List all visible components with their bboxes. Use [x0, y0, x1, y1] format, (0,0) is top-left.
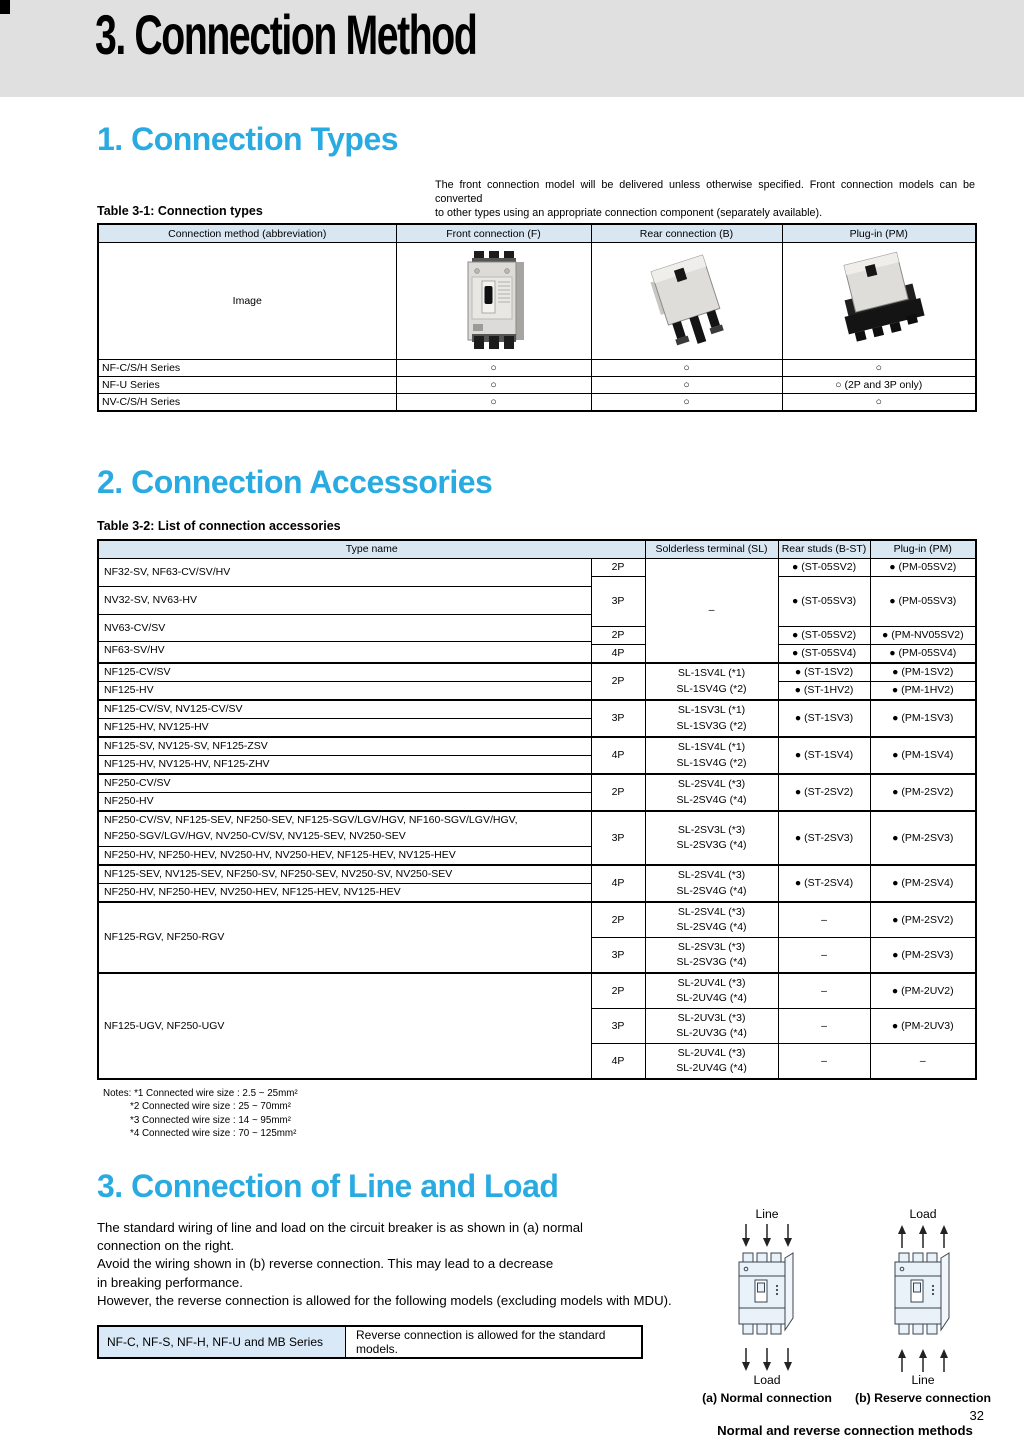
plugin-cell: ● (PM-2SV2) — [870, 774, 976, 811]
solderless-cell: SL-2SV4L (*3) SL-2SV4G (*4) — [645, 865, 778, 902]
rear-studs-cell: – — [778, 973, 870, 1009]
solderless-cell: SL-1SV4L (*1) SL-1SV4G (*2) — [645, 663, 778, 700]
plugin-cell: ● (PM-2SV2) — [870, 902, 976, 938]
rear-studs-cell: ● (ST-2SV2) — [778, 774, 870, 811]
plugin-cell: ● (PM-2SV3) — [870, 938, 976, 974]
plugin-cell: ● (PM-2UV2) — [870, 973, 976, 1009]
plugin-cell: ● (PM-05SV4) — [870, 645, 976, 664]
availability-cell: ○ — [591, 394, 782, 412]
solderless-cell: – — [645, 559, 778, 664]
diagram-row — [695, 1208, 995, 1405]
plugin-cell: ● (PM-1HV2) — [870, 682, 976, 701]
solderless-cell: SL-2UV4L (*3) SL-2UV4G (*4) — [645, 1044, 778, 1080]
availability-cell: ○ — [782, 394, 976, 412]
plugin-cell: ● (PM-1SV3) — [870, 700, 976, 737]
series-name: NF-C/S/H Series — [98, 360, 396, 377]
solderless-cell: SL-2UV4L (*3) SL-2UV4G (*4) — [645, 973, 778, 1009]
breaker-line-art — [735, 1250, 799, 1344]
table1-note — [435, 178, 975, 220]
type-cell: NF250-HV, NF250-HEV, NV250-HEV, NF125-HEV, NV125-HEV — [98, 884, 591, 903]
rear-studs-cell: – — [778, 902, 870, 938]
rear-studs-cell: ● (ST-05SV2) — [778, 627, 870, 645]
section2-heading: 2. Connection Accessories — [97, 464, 493, 501]
type-cell: NF125-SEV, NV125-SEV, NF250-SV, NF250-SEV, NV250-SV, NV250-SEV — [98, 865, 591, 884]
rear-connection-image — [591, 243, 782, 360]
col-header-plugin: Plug-in (PM) — [782, 224, 976, 243]
table1-note-line1: The front connection model will be delivered unless otherwise specified. Front connection models can be converted — [435, 179, 975, 206]
page-content — [0, 97, 1024, 1439]
rear-studs-cell: ● (ST-05SV2) — [778, 559, 870, 577]
plugin-cell: ● (PM-05SV3) — [870, 577, 976, 627]
rear-studs-cell: ● (ST-1SV2) — [778, 663, 870, 682]
diagram-b-bottom-label: Line — [911, 1373, 935, 1388]
section3-heading: 3. Connection of Line and Load — [97, 1167, 559, 1204]
table2-caption: Table 3-2: List of connection accessories — [97, 519, 341, 534]
availability-cell: ○ — [591, 360, 782, 377]
table1-caption-row — [97, 178, 975, 220]
col-header-method: Connection method (abbreviation) — [98, 224, 396, 243]
table1-caption: Table 3-1: Connection types — [97, 204, 263, 219]
connection-accessories-table — [97, 539, 977, 1080]
note-line: *3 Connected wire size : 14 ~ 95mm² — [130, 1114, 291, 1126]
availability-cell: ○ — [396, 360, 591, 377]
type-cell: NF63-SV/HV — [104, 644, 165, 657]
section1-heading: 1. Connection Types — [97, 121, 399, 157]
up-arrows-icon — [891, 1347, 955, 1373]
breaker-rear-image — [627, 248, 747, 352]
rear-studs-cell: – — [778, 1009, 870, 1044]
series-name: NF-U Series — [98, 377, 396, 394]
breaker-line-art — [891, 1250, 955, 1344]
rear-studs-cell: ● (ST-05SV3) — [778, 577, 870, 627]
front-connection-image — [396, 243, 591, 360]
connection-types-table — [97, 223, 977, 412]
diagram-a-bottom-label: Load — [753, 1373, 781, 1388]
chapter-title: 3. Connection Method — [95, 3, 477, 66]
col-header-rear-studs: Rear studs (B-ST) — [778, 540, 870, 559]
diagram-a-caption: (a) Normal connection — [702, 1391, 832, 1406]
solderless-cell: SL-2UV3L (*3) SL-2UV3G (*4) — [645, 1009, 778, 1044]
down-arrows-icon — [735, 1347, 799, 1373]
pole-cell: 3P — [591, 577, 645, 627]
pole-cell: 2P — [591, 663, 645, 700]
plugin-cell: ● (PM-2SV3) — [870, 811, 976, 865]
note-line: *4 Connected wire size : 70 ~ 125mm² — [130, 1127, 297, 1139]
diagram-b-top-label: Load — [909, 1206, 937, 1221]
series-cell: NF-C, NF-S, NF-H, NF-U and MB Series — [98, 1326, 346, 1358]
col-header-solderless: Solderless terminal (SL) — [645, 540, 778, 559]
type-cell: NF250-HV — [98, 793, 591, 812]
type-cell: NF32-SV, NF63-CV/SV/HV — [99, 559, 591, 587]
solderless-cell: SL-1SV3L (*1) SL-1SV3G (*2) — [645, 700, 778, 737]
type-cell: NF250-CV/SV — [98, 774, 591, 793]
table1-note-line2: to other types using an appropriate connection component (separately available). — [435, 207, 823, 220]
plugin-cell: ● (PM-2UV3) — [870, 1009, 976, 1044]
diagram-reverse — [851, 1208, 995, 1405]
diagram-normal — [695, 1208, 839, 1405]
reverse-connection-table — [97, 1325, 643, 1359]
col-header-type: Type name — [98, 540, 645, 559]
col-header-plugin: Plug-in (PM) — [870, 540, 976, 559]
note-line: Notes: *1 Connected wire size : 2.5 ~ 25mm² — [103, 1088, 298, 1100]
solderless-cell: SL-2SV4L (*3) SL-2SV4G (*4) — [645, 774, 778, 811]
pole-cell: 3P — [591, 1009, 645, 1044]
type-name-group — [98, 559, 591, 664]
pole-cell: 4P — [591, 1044, 645, 1080]
solderless-cell: SL-1SV4L (*1) SL-1SV4G (*2) — [645, 737, 778, 774]
series-name: NV-C/S/H Series — [98, 394, 396, 412]
plugin-cell: ● (PM-2SV4) — [870, 865, 976, 902]
pole-cell: 3P — [591, 700, 645, 737]
plugin-cell: ● (PM-1SV2) — [870, 663, 976, 682]
availability-cell: ○ — [591, 377, 782, 394]
type-cell: NF125-CV/SV, NV125-CV/SV — [98, 700, 591, 719]
availability-cell: ○ (2P and 3P only) — [782, 377, 976, 394]
type-cell: NF125-HV, NV125-HV — [98, 719, 591, 738]
note-line: *2 Connected wire size : 25 ~ 70mm² — [130, 1101, 291, 1113]
breaker-front-image — [460, 250, 528, 350]
type-cell: NF125-HV — [98, 682, 591, 701]
rear-studs-cell: ● (ST-1HV2) — [778, 682, 870, 701]
type-cell: NF125-SV, NV125-SV, NF125-ZSV — [98, 737, 591, 756]
type-cell: NF250-CV/SV, NF125-SEV, NF250-SEV, NF125-SGV/LGV/HGV, NF160-SGV/LGV/HGV, NF250-SGV/LGV/HGV, NV250-CV/SV, NV125-SEV, NV250-SEV — [98, 811, 591, 847]
section3-paragraph: The standard wiring of line and load on the circuit breaker is as shown in (a) normal connection on the right. Avoid the wiring shown in (b) reverse connection. This may lead to a decrease in breaking performance. However, the reverse connection is allowed for the following models (excluding models with MDU). — [97, 1219, 672, 1308]
availability-cell: ○ — [396, 377, 591, 394]
page-number: 32 — [969, 1408, 984, 1423]
pole-cell: 2P — [591, 902, 645, 938]
plugin-cell: – — [870, 1044, 976, 1080]
plugin-cell: ● (PM-1SV4) — [870, 737, 976, 774]
solderless-cell: SL-2SV3L (*3) SL-2SV3G (*4) — [645, 938, 778, 974]
pole-cell: 4P — [591, 737, 645, 774]
breaker-plugin-image — [819, 248, 939, 352]
plugin-cell: ● (PM-NV05SV2) — [870, 627, 976, 645]
pole-cell: 2P — [591, 559, 645, 577]
type-cell: NF125-UGV, NF250-UGV — [98, 973, 591, 1079]
pole-cell: 2P — [591, 774, 645, 811]
rear-studs-cell: – — [778, 1044, 870, 1080]
table2-notes — [97, 1087, 975, 1140]
corner-mark — [0, 0, 10, 14]
plugin-connection-image — [782, 243, 976, 360]
type-cell: NV63-CV/SV — [99, 615, 591, 642]
diagram-main-caption: Normal and reverse connection methods — [717, 1423, 973, 1439]
col-header-rear: Rear connection (B) — [591, 224, 782, 243]
rear-studs-cell: ● (ST-05SV4) — [778, 645, 870, 664]
rear-studs-cell: ● (ST-1SV3) — [778, 700, 870, 737]
diagram-a-top-label: Line — [755, 1206, 779, 1221]
type-cell: NV32-SV, NV63-HV — [99, 587, 591, 615]
rear-studs-cell: ● (ST-1SV4) — [778, 737, 870, 774]
solderless-cell: SL-2SV3L (*3) SL-2SV3G (*4) — [645, 811, 778, 865]
pole-cell: 2P — [591, 627, 645, 645]
up-arrows-icon — [891, 1223, 955, 1249]
connection-diagrams — [695, 1208, 995, 1438]
pole-cell: 2P — [591, 973, 645, 1009]
rear-studs-cell: ● (ST-2SV3) — [778, 811, 870, 865]
type-cell: NF250-HV, NF250-HEV, NV250-HV, NV250-HEV, NF125-HEV, NV125-HEV — [98, 847, 591, 866]
down-arrows-icon — [735, 1223, 799, 1249]
pole-cell: 3P — [591, 811, 645, 865]
solderless-cell: SL-2SV4L (*3) SL-2SV4G (*4) — [645, 902, 778, 938]
type-cell: NF125-HV, NV125-HV, NF125-ZHV — [98, 756, 591, 775]
availability-cell: ○ — [396, 394, 591, 412]
type-cell: NF125-RGV, NF250-RGV — [98, 902, 591, 973]
rear-studs-cell: ● (ST-2SV4) — [778, 865, 870, 902]
pole-cell: 4P — [591, 865, 645, 902]
availability-cell: ○ — [782, 360, 976, 377]
type-cell: NF125-CV/SV — [98, 663, 591, 682]
rear-studs-cell: – — [778, 938, 870, 974]
plugin-cell: ● (PM-05SV2) — [870, 559, 976, 577]
col-header-front: Front connection (F) — [396, 224, 591, 243]
pole-cell: 3P — [591, 938, 645, 974]
allowance-text-cell: Reverse connection is allowed for the standard models. — [346, 1326, 643, 1358]
diagram-b-caption: (b) Reserve connection — [855, 1391, 991, 1406]
pole-cell: 4P — [591, 645, 645, 664]
chapter-header-band — [0, 0, 1024, 97]
image-row-label: Image — [98, 243, 396, 360]
